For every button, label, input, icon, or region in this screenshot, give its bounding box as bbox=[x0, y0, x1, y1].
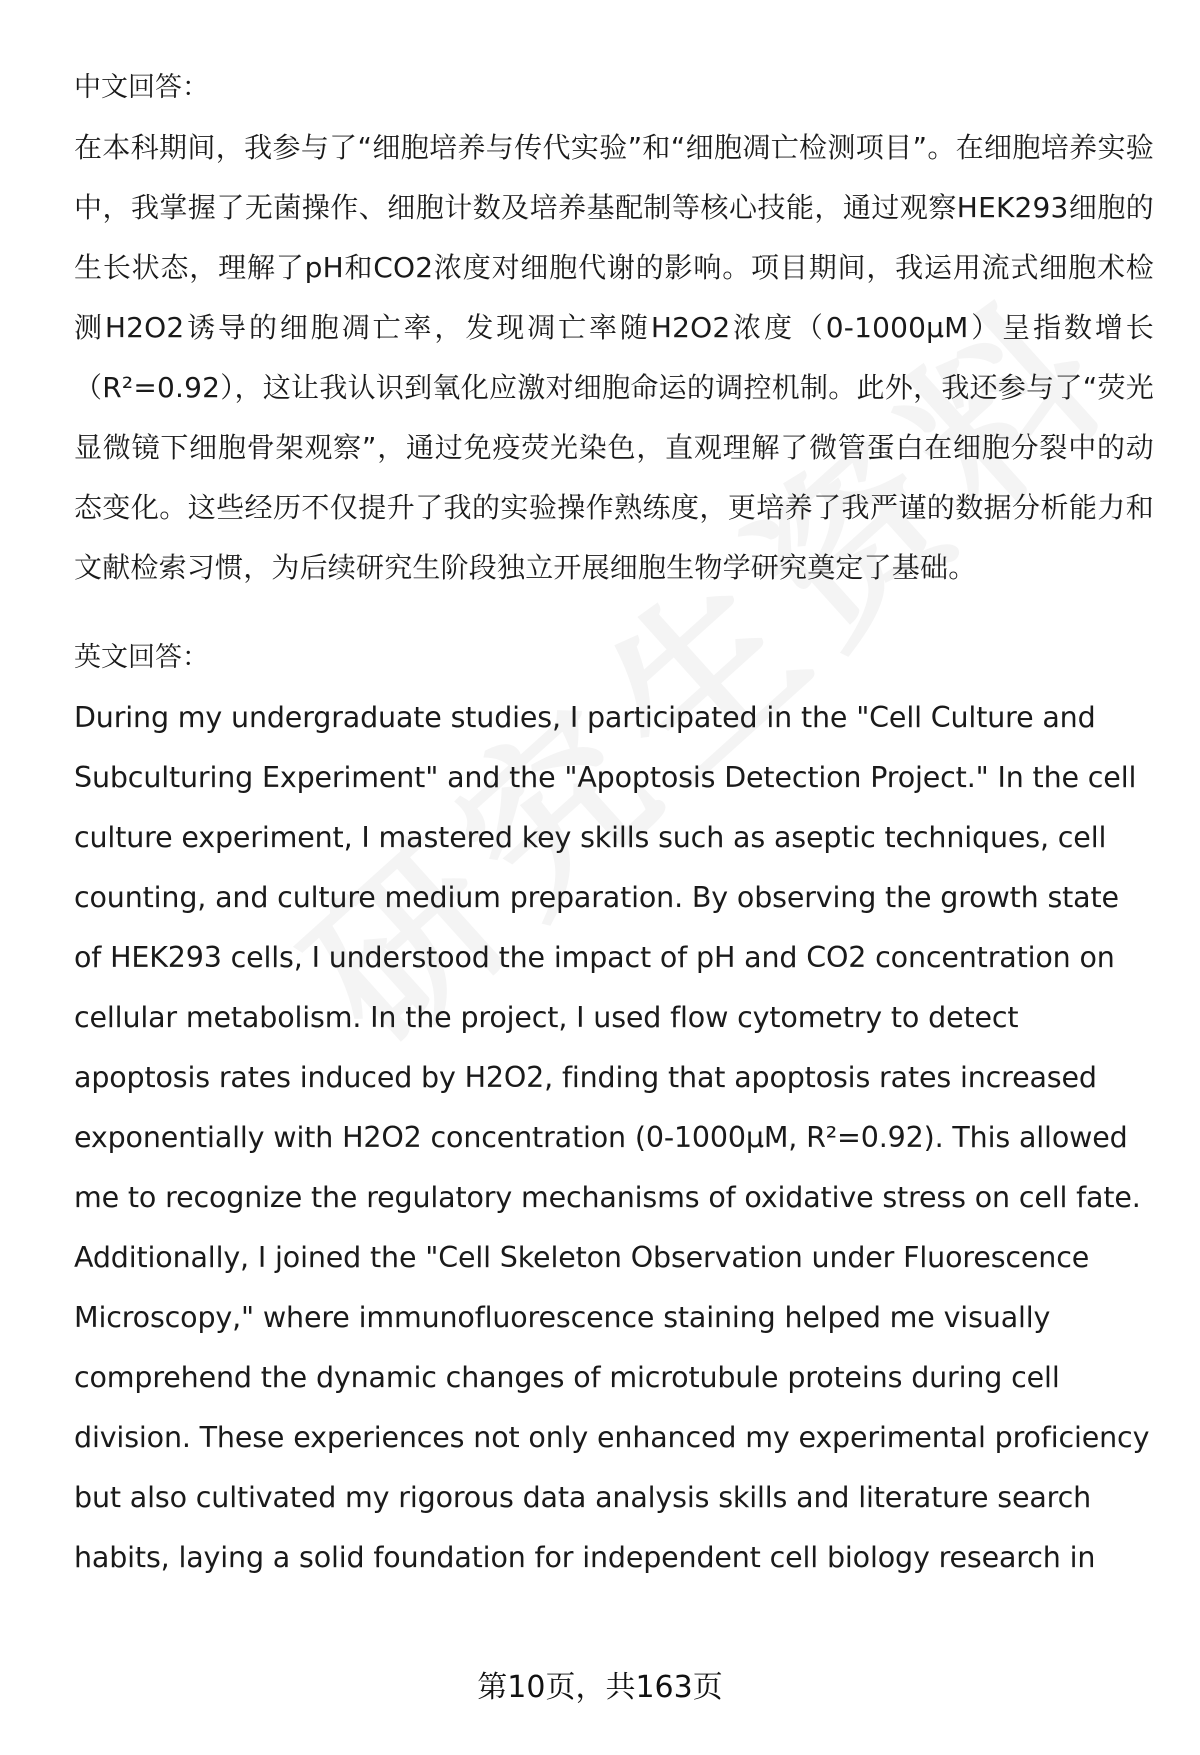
chinese-answer-heading: 中文回答： bbox=[74, 72, 209, 103]
english-answer-heading: 英文回答： bbox=[74, 642, 209, 673]
page-number: 第10页，共163页 bbox=[477, 1670, 723, 1705]
chinese-answer-paragraph: 在本科期间，我参与了“细胞培养与传代实验”和“细胞凋亡检测项目”。在细胞培养实验中，我掌握了无菌操作、细胞计数及培养基配制等核心技能，通过观察HEK293细胞的生长状态，理解了pH和CO2浓度对细胞代谢的影响。项目期间，我运用流式细胞术检测H2O2诱导的细胞凋亡率，发现凋亡率随H2O2浓度（0-1000μM）呈指数增长（R²=0.92），这让我认识到氧化应激对细胞命运的调控机制。此外，我还参与了“荧光显微镜下细胞骨架观察”，通过免疫荧光染色，直观理解了微管蛋白在细胞分裂中的动态变化。这些经历不仅提升了我的实验操作熟练度，更培养了我严谨的数据分析能力和文献检索习惯，为后续研究生阶段独立开展细胞生物学研究奠定了基础。 bbox=[74, 131, 1154, 584]
section-gap bbox=[74, 598, 1154, 628]
page-content bbox=[74, 58, 1154, 1588]
english-answer-paragraph: During my undergraduate studies, I participated in the "Cell Culture and Subculturing Experiment" and the "Apoptosis Detection Project." In the cell culture experiment, I mastered key skills such as aseptic techniques, cell counting, and culture medium preparation. By observing the growth state of HEK293 cells, I understood the impact of pH and CO2 concentration on cellular metabolism. In the project, I used flow cytometry to detect apoptosis rates induced by H2O2, finding that apoptosis rates increased exponentially with H2O2 concentration (0-1000μM, R²=0.92). This allowed me to recognize the regulatory mechanisms of oxidative stress on cell fate. Additionally, I joined the "Cell Skeleton Observation under Fluorescence Microscopy," where immunofluorescence staining helped me visually comprehend the dynamic changes of microtubule proteins during cell division. These experiences not only enhanced my experimental proficiency but also cultivated my rigorous data analysis skills and literature search habits, laying a solid foundation for independent cell biology research in bbox=[74, 701, 1150, 1574]
